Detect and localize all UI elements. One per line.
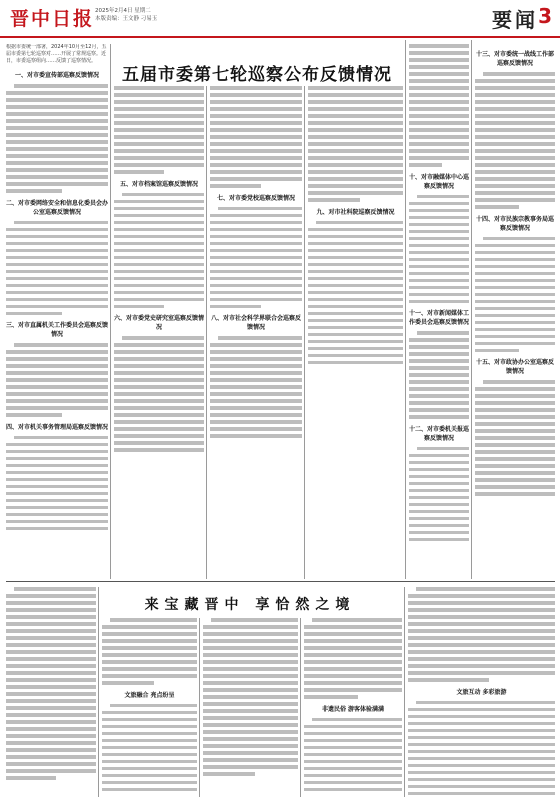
column-divider (199, 618, 200, 797)
section-title: 要闻 (492, 8, 538, 32)
bottom-subhead-c: 文旅互动 多彩旅游 (456, 688, 507, 696)
body-text (304, 718, 402, 792)
body-text (6, 343, 108, 417)
section-heading-11: 十一、对市新闻媒体工作委员会巡察反馈情况 (409, 310, 469, 326)
bottom-column-2 (102, 618, 197, 797)
section-heading-1: 一、对市委宣传部巡察反馈情况 (14, 72, 99, 79)
body-text (409, 44, 469, 167)
section-heading-14: 十四、对市民族宗教事务局巡察反馈情况 (475, 215, 554, 232)
article-column-3 (210, 86, 302, 579)
section-heading-6: 六、对市委党史研究室巡察反馈情况 (114, 315, 204, 331)
section-heading-13: 十三、对市委统一战线工作部巡察反馈情况 (475, 51, 554, 67)
body-text (203, 618, 298, 776)
section-heading-15: 十五、对市政协办公室巡察反馈情况 (475, 359, 554, 375)
body-text (210, 336, 302, 438)
body-text (308, 86, 403, 202)
section-heading-4: 四、对市机关事务管理局巡察反馈情况 (6, 423, 108, 431)
column-divider (404, 587, 405, 797)
newspaper-logo: 晋中日报 (10, 8, 95, 30)
body-text (6, 84, 108, 193)
body-text (308, 221, 403, 365)
section-heading-12: 十二、对市委机关报巡察反馈情况 (409, 425, 469, 442)
body-text (409, 447, 469, 542)
section-heading-7: 七、对市委党校巡察反馈情况 (216, 194, 295, 202)
column-divider (471, 40, 472, 579)
body-text (409, 195, 469, 304)
body-text (409, 331, 469, 419)
body-text (210, 207, 302, 309)
body-text (6, 221, 108, 316)
body-text (304, 618, 402, 699)
masthead (0, 0, 560, 38)
article-column-1 (6, 44, 108, 579)
bottom-subhead-a: 文旅融合 亮点纷呈 (124, 691, 175, 699)
bottom-column-1 (6, 587, 96, 797)
body-text (408, 701, 555, 798)
section-heading-10: 十、对市融媒体中心巡察反馈情况 (409, 173, 469, 190)
body-text (114, 86, 204, 174)
section-heading-8: 八、对市社会科学界联合会巡察反馈情况 (210, 315, 301, 331)
lead-note: 根据市委统一部署，2024年10月至12月，五届市委第七轮巡察对……开展了常规巡察。近日，市委巡察组向……反馈了巡察情况。 (6, 44, 107, 64)
section-heading-3: 三、对市直属机关工作委员会巡察反馈情况 (6, 322, 108, 338)
body-text (408, 587, 555, 682)
bottom-column-4 (304, 618, 402, 797)
body-text (114, 336, 204, 452)
column-divider (405, 40, 406, 579)
column-divider (98, 587, 99, 797)
body-text (114, 193, 204, 309)
body-text (475, 237, 555, 353)
body-text (6, 587, 96, 780)
body-text (102, 704, 197, 792)
article-column-4 (308, 86, 403, 579)
column-divider (304, 86, 305, 579)
editor-credit: 本版责编：王文静 刁易玉 (95, 16, 158, 22)
masthead-meta (95, 7, 157, 23)
article-divider (6, 581, 555, 582)
bottom-subhead-b: 非遗民俗 游客体验满满 (321, 705, 385, 713)
bottom-column-3 (203, 618, 298, 797)
body-text (6, 436, 108, 531)
section-heading-5: 五、对市档案馆巡察反馈情况 (119, 180, 198, 188)
column-divider (300, 618, 301, 797)
column-divider (110, 44, 111, 579)
body-text (102, 618, 197, 685)
body-text (475, 380, 555, 496)
article-column-6 (475, 44, 555, 579)
page-number: 3 (538, 4, 552, 28)
section-heading-2: 二、对市委网络安全和信息化委员会办公室巡察反馈情况 (6, 199, 108, 216)
bottom-article-headline: 来宝藏晋中 享恰然之境 (144, 597, 356, 613)
article-column-5 (409, 44, 469, 579)
article-column-2 (114, 86, 204, 579)
issue-date: 2025年2月4日 星期二 (95, 8, 151, 14)
body-text (475, 72, 555, 209)
section-heading-9: 九、对市社科院巡察反馈情况 (316, 208, 395, 216)
bottom-column-5 (408, 587, 555, 797)
body-text (210, 86, 302, 188)
main-headline: 五届市委第七轮巡察公布反馈情况 (122, 65, 392, 85)
column-divider (206, 86, 207, 579)
